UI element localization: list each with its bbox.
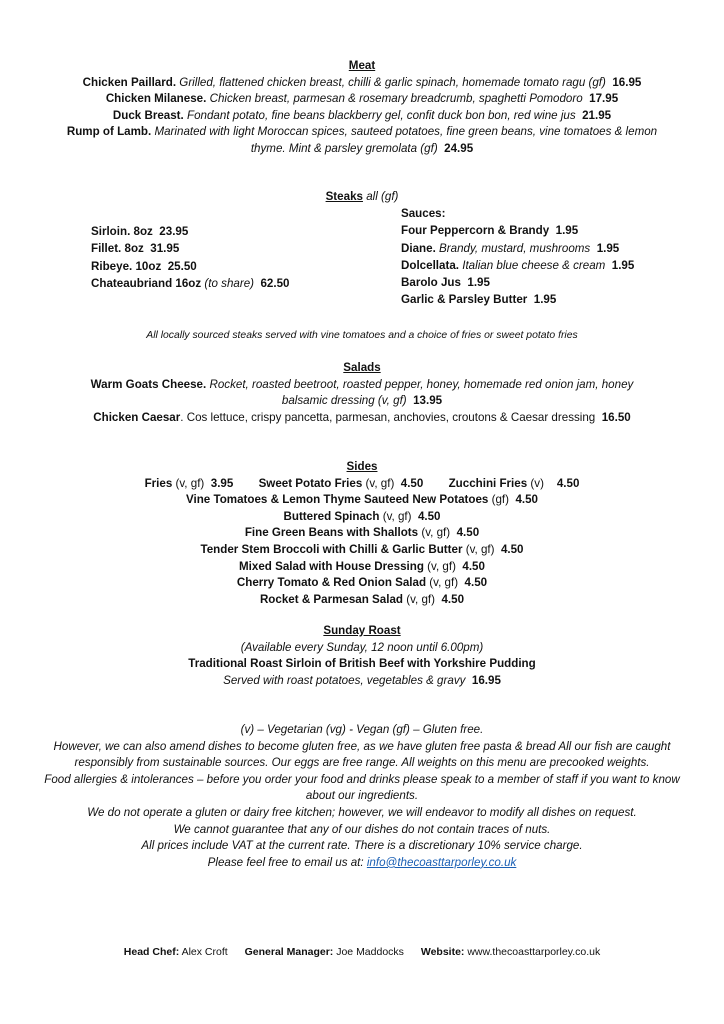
sauce-item xyxy=(401,240,634,257)
gm-label: General Manager: xyxy=(244,946,334,958)
side-item xyxy=(40,575,684,592)
sauce-item xyxy=(401,291,634,308)
item-price: 23.95 xyxy=(159,225,189,238)
item-name: Traditional Roast Sirloin of British Beef with Yorkshire Pudding xyxy=(188,657,536,671)
item-name: Fries xyxy=(144,476,173,490)
sauce-item xyxy=(401,222,634,239)
item-price: 4.50 xyxy=(464,576,488,590)
item-price: 3.95 xyxy=(210,476,234,490)
item-tag: (v, gf) xyxy=(382,509,412,523)
item-name: Rocket & Parmesan Salad xyxy=(259,592,403,606)
website: www.thecoasttarporley.co.uk xyxy=(467,946,601,958)
footer xyxy=(0,946,724,958)
item-tag: (gf) xyxy=(491,493,509,507)
item-name: Fine Green Beans with Shallots xyxy=(244,526,419,540)
email-prefix: Please feel free to email us at: xyxy=(207,855,364,869)
item-price: 31.95 xyxy=(150,242,180,256)
item-price: 4.50 xyxy=(441,592,465,606)
item-tag: (v) xyxy=(530,476,544,490)
side-item xyxy=(40,542,684,559)
head-chef: Alex Croft xyxy=(181,946,228,958)
item-price: 1.95 xyxy=(467,276,490,290)
item-name: Dolcellata. xyxy=(401,258,459,272)
menu-item xyxy=(40,75,684,92)
steak-item xyxy=(91,275,290,292)
item-tag: (v, gf) xyxy=(406,592,436,606)
item-price: 62.50 xyxy=(260,276,290,290)
item-name: Mixed Salad with House Dressing xyxy=(239,559,424,573)
item-name: Sirloin. 8oz xyxy=(91,225,153,238)
item-desc: Served with roast potatoes, vegetables & gravy xyxy=(223,673,466,687)
item-name: Rump of Lamb. xyxy=(66,125,152,139)
item-name: Chicken Paillard. xyxy=(82,75,177,89)
item-desc: Grilled, flattened chicken breast, chilli & garlic spinach, homemade tomato ragu (gf) xyxy=(179,75,606,89)
item-name: Barolo Jus xyxy=(401,276,461,290)
steak-item xyxy=(91,258,290,275)
kitchen-note: We do not operate a gluten or dairy free kitchen; however, we will endeavor to modify all dishes on request. xyxy=(87,805,637,819)
item-desc: . Cos lettuce, crispy pancetta, parmesan, anchovies, croutons & Caesar dressing xyxy=(180,410,596,424)
general-manager: Joe Maddocks xyxy=(336,946,404,958)
footnote-text: All locally sourced steaks served with vine tomatoes and a choice of fries or sweet potato fries xyxy=(146,330,578,341)
side-item xyxy=(40,509,684,526)
sunday-roast-section xyxy=(40,623,684,689)
item-price: 24.95 xyxy=(444,141,474,155)
item-name: Diane. xyxy=(401,241,436,255)
item-tag: (v, gf) xyxy=(427,559,456,573)
item-name: Warm Goats Cheese. xyxy=(90,377,207,391)
item-tag: (v, gf) xyxy=(365,476,395,490)
side-item xyxy=(40,492,684,509)
item-desc: Fondant potato, fine beans blackberry gel, confit duck bon bon, red wine jus xyxy=(187,108,576,122)
steak-item xyxy=(91,223,290,240)
item-desc: Chicken breast, parmesan & rosemary breadcrumb, spaghetti Pomodoro xyxy=(209,92,583,106)
section-title: Sides xyxy=(346,460,378,473)
meat-section xyxy=(40,58,684,158)
item-desc: Italian blue cheese & cream xyxy=(462,258,606,272)
item-name: Zucchini Fries xyxy=(448,476,528,490)
sides-first-row xyxy=(40,476,684,493)
item-desc: Brandy, mustard, mushrooms xyxy=(439,241,591,255)
item-name: Cherry Tomato & Red Onion Salad xyxy=(236,576,427,590)
item-price: 4.50 xyxy=(462,559,485,573)
item-price: 1.95 xyxy=(611,258,635,272)
section-title: Steaks xyxy=(325,190,363,203)
allergy-note: Food allergies & intolerances – before you order your food and drinks please speak to a member of staff if you want to know about our ingredients. xyxy=(44,772,680,803)
menu-item xyxy=(40,410,684,427)
menu-item xyxy=(40,108,684,125)
item-tag: (v, gf) xyxy=(175,476,205,490)
nuts-note: We cannot guarantee that any of our dishes do not contain traces of nuts. xyxy=(173,822,551,836)
item-tag: (v, gf) xyxy=(421,526,451,540)
item-name: Fillet. 8oz xyxy=(91,242,144,256)
salads-section xyxy=(40,360,684,426)
item-price: 4.50 xyxy=(515,493,539,507)
steak-item xyxy=(91,240,290,257)
item-name: Vine Tomatoes & Lemon Thyme Sauteed New Potatoes xyxy=(185,493,489,507)
menu-item xyxy=(40,91,684,108)
website-label: Website: xyxy=(420,946,465,958)
sauce-list xyxy=(401,205,634,309)
item-price: 1.95 xyxy=(555,224,579,238)
item-name: Chicken Milanese. xyxy=(105,92,207,106)
notes-section xyxy=(34,722,690,871)
item-name: Chateaubriand 16oz xyxy=(91,276,202,290)
item-name: Buttered Spinach xyxy=(283,509,380,523)
item-price: 1.95 xyxy=(596,241,620,255)
item-name: Garlic & Parsley Butter xyxy=(401,293,528,307)
item-price: 4.50 xyxy=(500,542,524,556)
item-desc: Rocket, roasted beetroot, roasted pepper, honey, homemade red onion jam, honey balsamic dressing (v, gf) xyxy=(209,377,634,408)
side-item xyxy=(40,525,684,542)
sauce-item xyxy=(401,257,634,274)
item-name: Tender Stem Broccoli with Chilli & Garlic Butter xyxy=(200,542,463,556)
item-price: 16.95 xyxy=(612,75,642,89)
item-name: Chicken Caesar xyxy=(93,410,181,424)
item-tag: (v, gf) xyxy=(465,542,495,556)
item-name: Duck Breast. xyxy=(112,108,184,122)
section-title: Salads xyxy=(343,361,381,374)
item-name: Four Peppercorn & Brandy xyxy=(401,224,550,238)
item-price: 16.50 xyxy=(601,410,631,424)
item-price: 13.95 xyxy=(413,394,443,408)
item-price: 4.50 xyxy=(400,476,424,490)
item-name: Sweet Potato Fries xyxy=(258,476,363,490)
item-price: 4.50 xyxy=(556,476,580,490)
item-tag: (v, gf) xyxy=(429,576,459,590)
item-price: 17.95 xyxy=(589,92,619,106)
section-title: Sunday Roast xyxy=(323,624,401,637)
steaks-note: all (gf) xyxy=(366,190,399,203)
sides-section xyxy=(40,459,684,608)
side-item xyxy=(40,559,684,576)
sauces-title: Sauces: xyxy=(401,207,446,220)
item-name: Ribeye. 10oz xyxy=(91,259,162,273)
email-link[interactable]: info@thecoasttarporley.co.uk xyxy=(366,855,517,869)
item-price: 25.50 xyxy=(167,259,197,273)
item-price: 4.50 xyxy=(417,509,441,523)
item-price: 1.95 xyxy=(533,293,557,307)
gluten-note: However, we can also amend dishes to become gluten free, as we have gluten free pasta & bread All our fish are caught responsibly from sustainable sources. Our eggs are free range. All weights on this menu are precooked weights. xyxy=(53,739,671,770)
item-price: 21.95 xyxy=(582,108,612,122)
steak-list xyxy=(91,223,290,292)
steaks-title xyxy=(40,189,684,206)
item-note: (to share) xyxy=(204,276,255,290)
dietary-key: (v) – Vegetarian (vg) - Vegan (gf) – Gluten free. xyxy=(240,723,484,736)
section-title: Meat xyxy=(348,59,376,72)
sauce-item xyxy=(401,274,634,291)
vat-note: All prices include VAT at the current rate. There is a discretionary 10% service charge. xyxy=(141,839,583,853)
head-chef-label: Head Chef: xyxy=(123,946,180,958)
steaks-footnote xyxy=(40,328,684,345)
item-price: 4.50 xyxy=(456,526,480,540)
item-price: 16.95 xyxy=(471,673,501,687)
item-desc: Marinated with light Moroccan spices, sauteed potatoes, fine green beans, vine tomatoes & lemon thyme. Mint & parsley gremolata (gf) xyxy=(154,125,658,155)
menu-item xyxy=(40,377,684,410)
side-item xyxy=(40,592,684,609)
menu-item xyxy=(40,124,684,157)
availability: (Available every Sunday, 12 noon until 6.00pm) xyxy=(240,640,484,654)
